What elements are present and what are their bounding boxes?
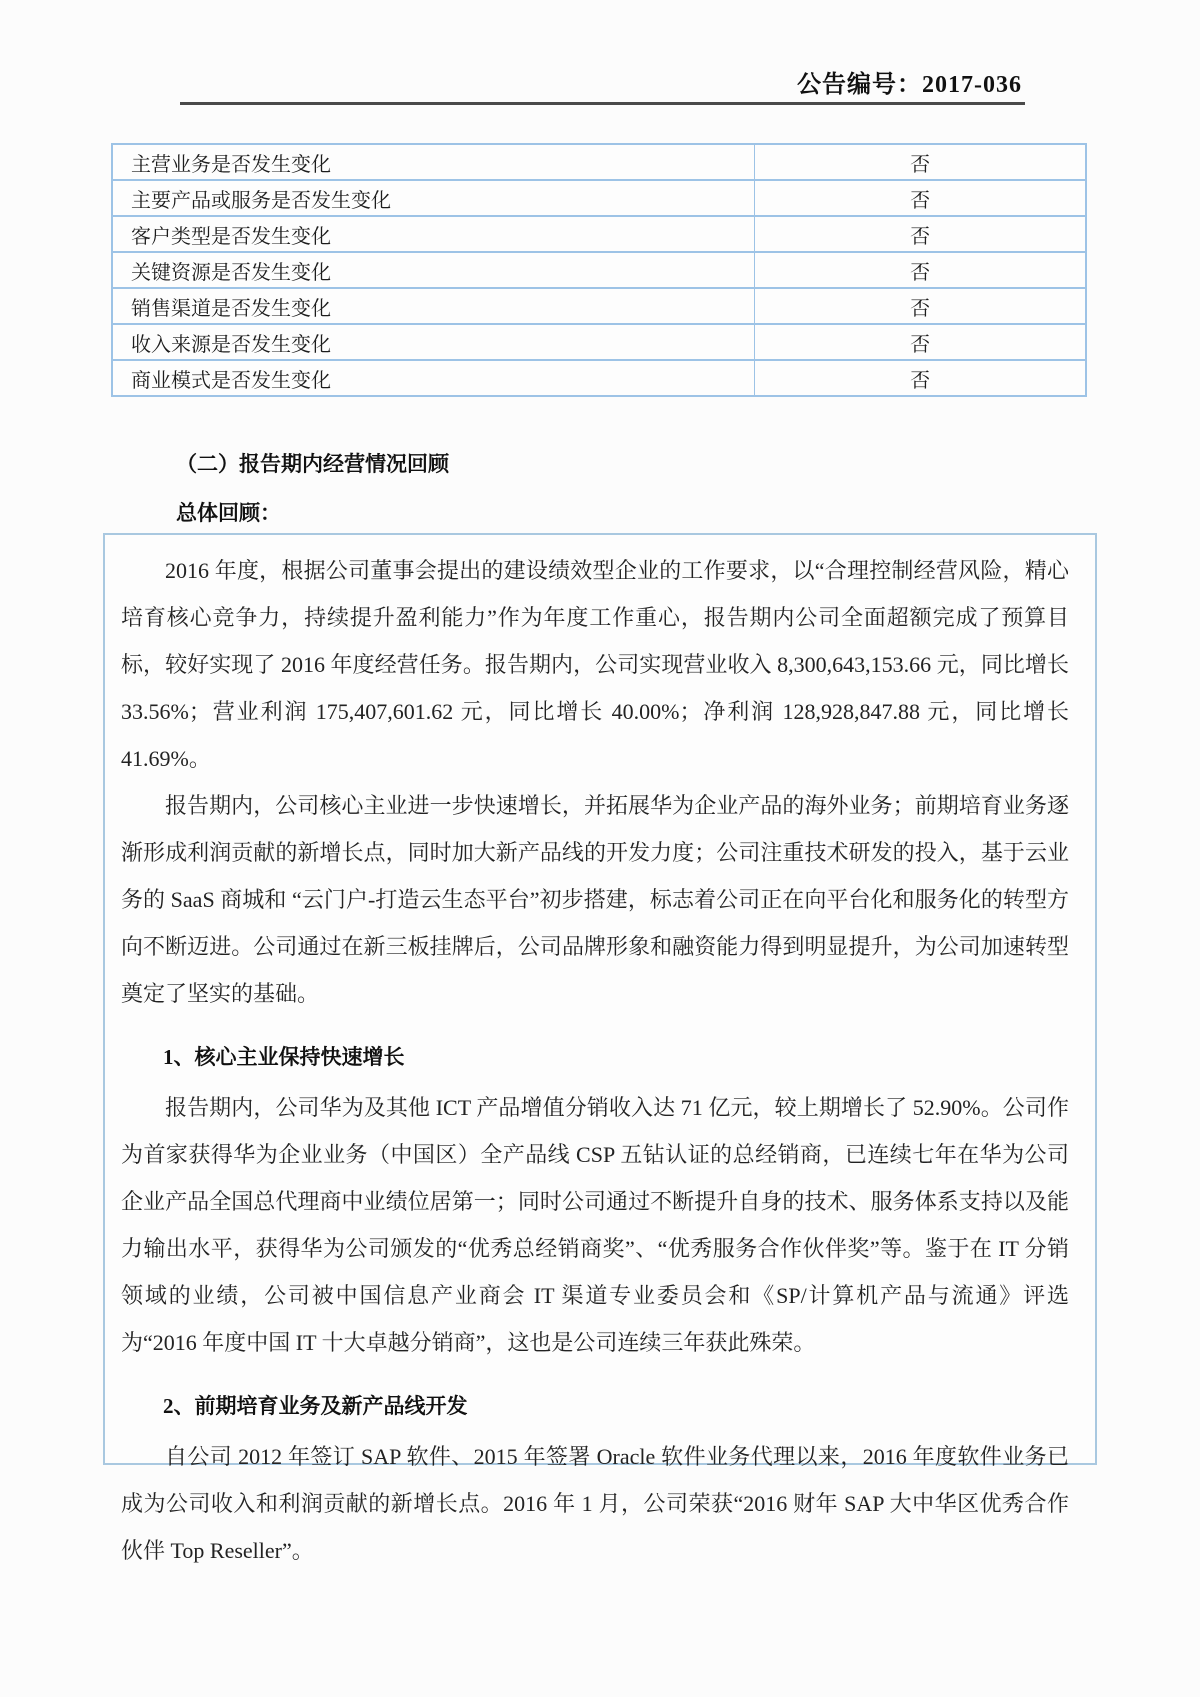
table-row — [112, 252, 1086, 288]
table-cell-value: 否 — [755, 216, 1086, 252]
subheading-core-business: 1、核心主业保持快速增长 — [163, 1045, 405, 1069]
overview-label: 总体回顾： — [176, 501, 281, 525]
new-products-paragraph: 自公司 2012 年签订 SAP 软件、2015 年签署 Oracle 软件业务代理以来，2016 年度软件业务已成为公司收入和利润贡献的新增长点。2016 年 1 月，公司荣获“2016 财年 SAP 大中华区优秀合作伙伴 Top Reseller”。 — [121, 1444, 1069, 1563]
table-cell-label: 商业模式是否发生变化 — [112, 360, 755, 396]
table-cell-value: 否 — [755, 180, 1086, 216]
table-cell-value: 否 — [755, 252, 1086, 288]
table-cell-label: 主营业务是否发生变化 — [112, 144, 755, 180]
table-cell-label: 客户类型是否发生变化 — [112, 216, 755, 252]
table-cell-value: 否 — [755, 144, 1086, 180]
overall-review-box — [103, 533, 1097, 1563]
table-cell-label: 关键资源是否发生变化 — [112, 252, 755, 288]
table-row — [112, 144, 1086, 180]
table-cell-value: 否 — [755, 360, 1086, 396]
table-cell-value: 否 — [755, 288, 1086, 324]
table-cell-label: 收入来源是否发生变化 — [112, 324, 755, 360]
subheading-new-products: 2、前期培育业务及新产品线开发 — [163, 1394, 468, 1418]
table-row — [112, 360, 1086, 396]
business-change-table-body — [112, 144, 1086, 396]
review-paragraph-growth: 报告期内，公司核心主业进一步快速增长，并拓展华为企业产品的海外业务；前期培育业务逐渐形成利润贡献的新增长点，同时加大新产品线的开发力度；公司注重技术研发的投入，基于云业务的 SaaS 商城和 “云门户-打造云生态平台”初步搭建，标志着公司正在向平台化和服务化的转型方向不断迈进。公司通过在新三板挂牌后，公司品牌形象和融资能力得到明显提升，为公司加速转型奠定了坚实的基础。 — [121, 793, 1069, 1006]
table-cell-value: 否 — [755, 324, 1086, 360]
section-heading: （二）报告期内经营情况回顾 — [176, 452, 449, 476]
table-cell-label: 销售渠道是否发生变化 — [112, 288, 755, 324]
business-change-table — [111, 143, 1087, 397]
table-cell-label: 主要产品或服务是否发生变化 — [112, 180, 755, 216]
table-row — [112, 288, 1086, 324]
announcement-number: 公告编号：2017-036 — [797, 72, 1022, 98]
table-row — [112, 324, 1086, 360]
core-business-paragraph: 报告期内，公司华为及其他 ICT 产品增值分销收入达 71 亿元，较上期增长了 52.90%。公司作为首家获得华为企业业务（中国区）全产品线 CSP 五钻认证的总经销商，已连续七年在华为公司企业产品全国总代理商中业绩位居第一；同时公司通过不断提升自身的技术、服务体系支持以及能力输出水平，获得华为公司颁发的“优秀总经销商奖”、“优秀服务合作伙伴奖”等。鉴于在 IT 分销领域的业绩，公司被中国信息产业商会 IT 渠道专业委员会和《SP/计算机产品与流通》评选为“2016 年度中国 IT 十大卓越分销商”，这也是公司连续三年获此殊荣。 — [121, 1095, 1069, 1355]
table-row — [112, 216, 1086, 252]
header-divider — [180, 102, 1025, 105]
review-paragraph-financials: 2016 年度，根据公司董事会提出的建设绩效型企业的工作要求，以“合理控制经营风险，精心培育核心竞争力，持续提升盈利能力”作为年度工作重心，报告期内公司全面超额完成了预算目标，较好实现了 2016 年度经营任务。报告期内，公司实现营业收入 8,300,643,153.66 元，同比增长 33.56%；营业利润 175,407,601.62 元，同比增长 40.00%；净利润 128,928,847.88 元，同比增长 41.69%。 — [121, 558, 1069, 771]
table-row — [112, 180, 1086, 216]
